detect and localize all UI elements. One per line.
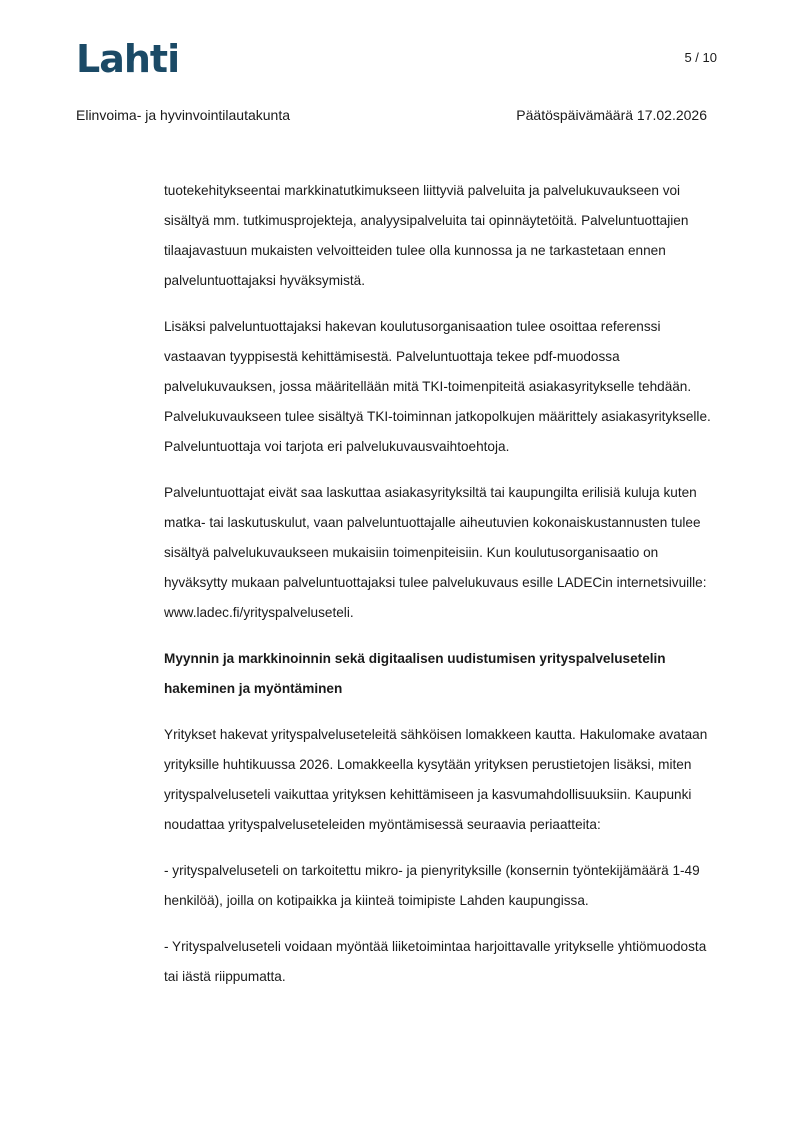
committee-name: Elinvoima- ja hyvinvointilautakunta (76, 107, 290, 123)
paragraph-2: Lisäksi palveluntuottajaksi hakevan koulutusorganisaation tulee osoittaa referenssi vastaavan tyyppisestä kehittämisestä. Palveluntuottaja tekee pdf-muodossa palvelukuvauksen, jossa määritellään mitä TKI-toimenpiteitä asiakasyritykselle tehdään. Palvelukuvaukseen tulee sisältyä TKI-toiminnan jatkopolkujen määrittely asiakasyritykselle. Palveluntuottaja voi tarjota eri palvelukuvausvaihtoehtoja. (164, 319, 711, 454)
lahti-logo: Lahti (76, 37, 180, 81)
paragraph-3: Palveluntuottajat eivät saa laskuttaa asiakasyrityksiltä tai kaupungilta erilisiä kuluja kuten matka- tai laskutuskulut, vaan palveluntuottajalle aiheutuvien kokonaiskustannusten tulee sisältyä palvelukuvaukseen mukaisiin toimenpiteisiin. Kun koulutusorganisaatio on hyväksytty mukaan palveluntuottajaksi tulee palvelukuvaus esille LADECin internetsivuille: www.ladec.fi/yrityspalveluseteli. (164, 485, 707, 620)
document-body (164, 176, 724, 1008)
paragraph-5: - yrityspalveluseteli on tarkoitettu mikro- ja pienyrityksille (konsernin työntekijämäärä 1-49 henkilöä), joilla on kotipaikka ja kiinteä toimipiste Lahden kaupungissa. (164, 863, 700, 908)
paragraph-4: Yritykset hakevat yrityspalveluseteleitä sähköisen lomakkeen kautta. Hakulomake avataan yrityksille huhtikuussa 2026. Lomakkeella kysytään yrityksen perustietojen lisäksi, miten yrityspalveluseteli vaikuttaa yrityksen kehittämiseen ja kasvumahdollisuuksiin. Kaupunki noudattaa yrityspalveluseteleiden myöntämisessä seuraavia periaatteita: (164, 727, 708, 832)
decision-date: Päätöspäivämäärä 17.02.2026 (516, 107, 707, 123)
page-number: 5 / 10 (684, 50, 717, 65)
paragraph-1: tuotekehitykseentai markkinatutkimukseen liittyviä palveluita ja palvelukuvaukseen voi sisältyä mm. tutkimusprojekteja, analyysipalveluita tai opinnäytetöitä. Palveluntuottajien tilaajavastuun mukaisten velvoitteiden tulee olla kunnossa ja ne tarkastetaan ennen palveluntuottajaksi hyväksymistä. (164, 183, 689, 288)
paragraph-6: - Yrityspalveluseteli voidaan myöntää liiketoimintaa harjoittavalle yritykselle yhtiömuodosta tai iästä riippumatta. (164, 939, 707, 984)
section-heading: Myynnin ja markkinoinnin sekä digitaalisen uudistumisen yrityspalvelusetelin hakeminen ja myöntäminen (164, 651, 666, 696)
